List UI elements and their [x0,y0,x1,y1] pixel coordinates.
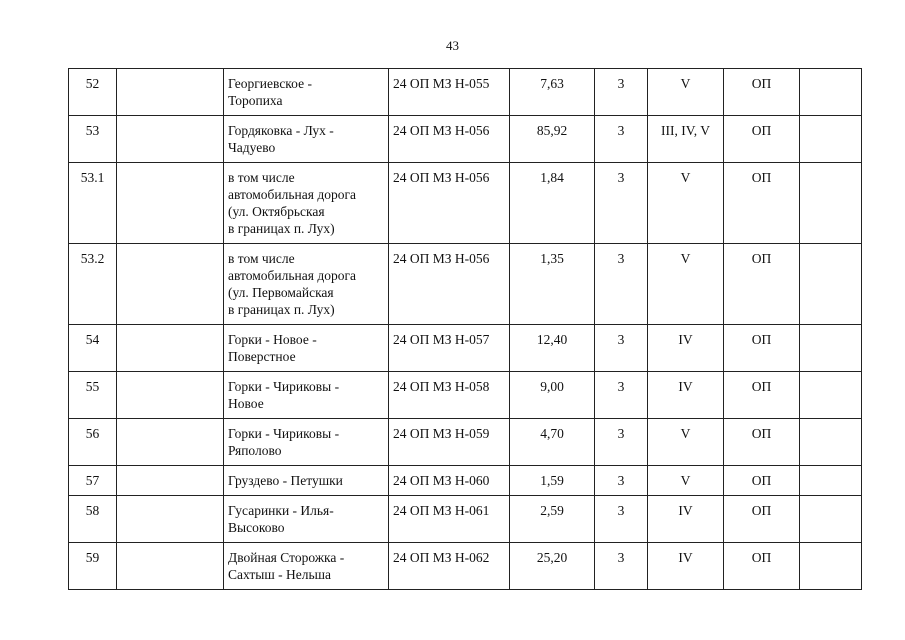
road-status: ОП [724,419,800,466]
row-extra-cell [117,419,224,466]
table-row [69,372,862,419]
road-category: 3 [595,419,648,466]
road-status: ОП [724,496,800,543]
road-name [224,466,389,496]
road-status: ОП [724,163,800,244]
road-length: 85,92 [510,116,595,163]
row-number: 53 [69,116,117,163]
road-name-line: автомобильная дорога [228,268,356,283]
road-name [224,543,389,590]
road-name [224,419,389,466]
road-name-line: в том числе [228,170,295,185]
road-length: 12,40 [510,325,595,372]
row-extra-cell [117,244,224,325]
table-row [69,543,862,590]
road-class: V [648,466,724,496]
road-category: 3 [595,69,648,116]
road-category: 3 [595,163,648,244]
row-extra-cell [117,372,224,419]
row-extra-cell [117,116,224,163]
row-note-cell [800,466,862,496]
road-name-line: Сахтыш - Нельша [228,567,332,582]
road-name-line: Гордяковка - Лух - [228,123,334,138]
road-name [224,496,389,543]
table-row [69,419,862,466]
row-number: 56 [69,419,117,466]
row-note-cell [800,372,862,419]
road-length: 4,70 [510,419,595,466]
row-number: 59 [69,543,117,590]
road-class: V [648,244,724,325]
road-name-line: Георгиевское - [228,76,312,91]
road-name [224,69,389,116]
road-name-line: в том числе [228,251,295,266]
row-extra-cell [117,496,224,543]
road-name-line: (ул. Октябрьская [228,204,325,219]
row-extra-cell [117,466,224,496]
road-code: 24 ОП МЗ Н-055 [389,69,510,116]
road-name [224,325,389,372]
road-name-line: Поверстное [228,349,296,364]
road-class: IV [648,325,724,372]
table-row [69,244,862,325]
road-status: ОП [724,69,800,116]
road-status: ОП [724,466,800,496]
road-name-line: автомобильная дорога [228,187,356,202]
road-code: 24 ОП МЗ Н-056 [389,163,510,244]
table-row [69,466,862,496]
road-status: ОП [724,116,800,163]
road-code: 24 ОП МЗ Н-060 [389,466,510,496]
road-category: 3 [595,466,648,496]
road-name-line: Торопиха [228,93,283,108]
table-row [69,69,862,116]
road-name-line: Груздево - Петушки [228,473,343,488]
road-name-line: в границах п. Лух) [228,302,335,317]
road-name-line: Ряполово [228,443,282,458]
row-number: 52 [69,69,117,116]
row-extra-cell [117,69,224,116]
road-class: III, IV, V [648,116,724,163]
table-row [69,496,862,543]
road-class: V [648,69,724,116]
road-length: 1,35 [510,244,595,325]
row-number: 57 [69,466,117,496]
road-class: V [648,163,724,244]
road-class: IV [648,372,724,419]
table-body [69,69,862,590]
road-name-line: Новое [228,396,264,411]
road-category: 3 [595,543,648,590]
row-note-cell [800,163,862,244]
road-name [224,163,389,244]
road-name-line: Горки - Чириковы - [228,426,340,441]
road-code: 24 ОП МЗ Н-062 [389,543,510,590]
road-class: IV [648,543,724,590]
table-row [69,325,862,372]
road-category: 3 [595,325,648,372]
road-category: 3 [595,372,648,419]
road-code: 24 ОП МЗ Н-061 [389,496,510,543]
road-length: 1,59 [510,466,595,496]
roads-table [68,68,862,590]
row-extra-cell [117,543,224,590]
road-length: 2,59 [510,496,595,543]
road-category: 3 [595,244,648,325]
row-note-cell [800,325,862,372]
road-name-line: Гусаринки - Илья- [228,503,334,518]
road-class: V [648,419,724,466]
row-number: 53.2 [69,244,117,325]
table-row [69,116,862,163]
row-note-cell [800,244,862,325]
row-number: 54 [69,325,117,372]
row-note-cell [800,69,862,116]
road-class: IV [648,496,724,543]
road-name-line: (ул. Первомайская [228,285,334,300]
road-name-line: Двойная Сторожка - [228,550,345,565]
road-name-line: Высоково [228,520,285,535]
row-note-cell [800,496,862,543]
road-code: 24 ОП МЗ Н-057 [389,325,510,372]
row-number: 53.1 [69,163,117,244]
road-name-line: Горки - Новое - [228,332,317,347]
road-status: ОП [724,372,800,419]
road-category: 3 [595,496,648,543]
page-number: 43 [446,38,459,53]
road-code: 24 ОП МЗ Н-059 [389,419,510,466]
road-length: 1,84 [510,163,595,244]
road-length: 9,00 [510,372,595,419]
road-category: 3 [595,116,648,163]
row-extra-cell [117,325,224,372]
row-extra-cell [117,163,224,244]
row-note-cell [800,419,862,466]
row-note-cell [800,543,862,590]
road-name-line: Чадуево [228,140,276,155]
road-status: ОП [724,543,800,590]
road-length: 25,20 [510,543,595,590]
row-note-cell [800,116,862,163]
road-name [224,116,389,163]
row-number: 58 [69,496,117,543]
road-code: 24 ОП МЗ Н-056 [389,244,510,325]
road-name [224,372,389,419]
road-code: 24 ОП МЗ Н-058 [389,372,510,419]
road-name-line: Горки - Чириковы - [228,379,340,394]
road-code: 24 ОП МЗ Н-056 [389,116,510,163]
row-number: 55 [69,372,117,419]
table-row [69,163,862,244]
road-status: ОП [724,325,800,372]
road-status: ОП [724,244,800,325]
road-length: 7,63 [510,69,595,116]
road-name-line: в границах п. Лух) [228,221,335,236]
road-name [224,244,389,325]
